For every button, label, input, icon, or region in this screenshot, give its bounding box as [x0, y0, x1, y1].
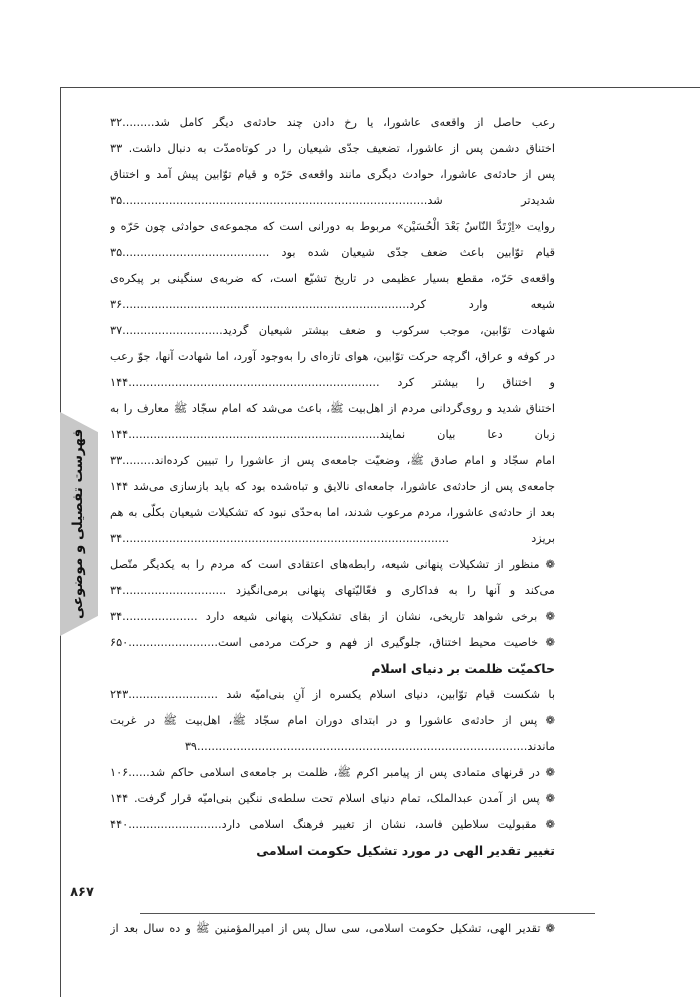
footer-divider	[140, 913, 595, 914]
index-line: زبان دعا بیان نمایند......................................................................۱۴۴	[110, 428, 555, 441]
index-line: جامعه‌ی پس از حادثه‌ی عاشورا، جامعه‌ای نالایق و تباه‌شده بود که باید بازسازی می‌شد ۱۴۴	[110, 480, 555, 493]
page-number: ۸۶۷	[70, 885, 94, 900]
page-frame-top	[60, 87, 700, 88]
index-line: در کوفه و عراق، اگرچه حرکت توّابین، هوای تازه‌ای را به‌وجود آورد، اما شهادت آنها، جوّ رعب	[110, 350, 555, 363]
index-line: ❁ منظور از تشکیلات پنهانی شیعه، رابطه‌های اعتقادی است که مردم را به یکدیگر متّصل	[110, 558, 555, 571]
index-line: قیام توّابین باعث ضعف جدّی شیعیان شده بود .........................................۳۵	[110, 246, 555, 259]
index-line: پس از حادثه‌ی عاشورا، حوادث دیگری مانند واقعه‌ی حَرّه و قیام توّابین پیش آمد و اختناق	[110, 168, 555, 181]
index-line: اختناق دشمن پس از عاشورا، تضعیف جدّی شیعیان را در کوتاه‌مدّت به دنبال داشت. ۳۳	[110, 142, 555, 155]
index-line: ❁ در قرنهای متمادی پس از پیامبر اکرم ﷺ، ظلمت بر جامعه‌ی اسلامی حاکم شد......۱۰۶	[110, 766, 555, 779]
index-line: با شکست قیام توّابین، دنیای اسلام یکسره از آنِ بنی‌امیّه شد .........................۲۴۳	[110, 688, 555, 701]
index-line: شدیدتر شد.....................................................................................۳۵	[110, 194, 555, 207]
index-line: ماندند............................................................................................۳۹	[184, 740, 555, 753]
index-line: رعب حاصل از واقعه‌ی عاشورا، یا رخ دادن چند حادثه‌ی دیگر کامل شد.........۳۲	[110, 116, 555, 129]
index-line: و اختناق را بیشتر کرد ......................................................................۱۴۴	[110, 376, 555, 389]
section-heading: حاکمیّت ظلمت بر دنیای اسلام	[371, 661, 555, 676]
continuation-line-wrapper	[110, 916, 555, 942]
index-line: ❁ مقبولیت سلاطین فاسد، نشان از تغییر فرهنگ اسلامی دارد..........................۴۴۰	[110, 818, 555, 831]
index-line: ❁ پس از حادثه‌ی عاشورا و در ابتدای دوران امام سجّاد ﷺ، اهل‌بیت ﷺ در غربت	[110, 714, 555, 727]
index-line: ❁ پس از آمدن عبدالملک، تمام دنیای اسلام تحت سلطه‌ی ننگین بنی‌امیّه قرار گرفت. ۱۴۴	[110, 792, 555, 805]
index-line: ❁ تقدیر الهی، تشکیل حکومت اسلامی، سی سال پس از امیرالمؤمنین ﷺ و ده سال بعد از	[110, 922, 555, 935]
index-line: بعد از حادثه‌ی عاشورا، مردم مرعوب شدند، اما به‌حدّی نبود که تشکیلات شیعیان بکلّی به هم	[110, 506, 555, 519]
index-line: امام سجّاد و امام صادق ﷺ، وضعیّت جامعه‌ی پس از عاشورا را تبیین کرده‌اند.........۳۳	[110, 454, 555, 467]
index-line: اختناق شدید و روی‌گردانی مردم از اهل‌بیت ﷺ، باعث می‌شد که امام سجّاد ﷺ معارف را به	[110, 402, 555, 415]
section-heading: تغییر تقدیر الهی در مورد تشکیل حکومت اسلامی	[256, 843, 555, 858]
index-line: واقعه‌ی حَرّه، مقطع بسیار عظیمی در تاریخ تشیّع است، که ضربه‌ی سنگینی بر پیکره‌ی	[110, 272, 555, 285]
index-line: بریزد ...........................................................................................۳۴	[110, 532, 555, 545]
index-line: شهادت توّابین، موجب سرکوب و ضعف بیشتر شیعیان گردید............................۳۷	[110, 324, 555, 337]
index-content	[110, 110, 555, 864]
index-line: ❁ برخی شواهد تاریخی، نشان از بقای تشکیلات پنهانی شیعه دارد .....................۳۴	[110, 610, 555, 623]
index-line: شیعه وارد کرد................................................................................۳۶	[110, 298, 555, 311]
index-line: ❁ خاصیت محیط اختناق، جلوگیری از فهم و حرکت مردمی است.........................۶۵۰	[110, 636, 555, 649]
chapter-side-tab-label: فهرست تفصیلی و موضوعی	[70, 428, 86, 620]
index-line: روایت «اِرْتَدَّ النّاسُ بَعْدَ الْحُسَیْن» مربوط به دورانی است که مجموعه‌ی حوادثی چون حَرّه و	[110, 220, 555, 233]
index-line: می‌کند و آنها را به فداکاری و فعّالیّتهای پنهانی برمی‌انگیزد .............................۳۴	[110, 584, 555, 597]
